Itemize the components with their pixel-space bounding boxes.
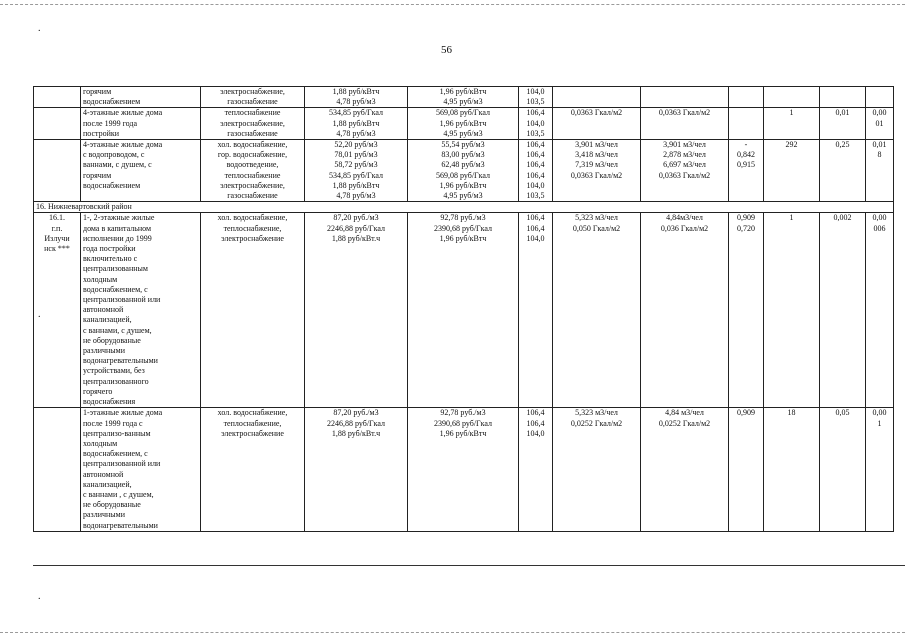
cell-growth-index: 106,4 106,4 106,4 106,4 104,0 103,5 xyxy=(519,140,553,202)
cell-norm-old: 5,323 м3/чел 0,050 Гкал/м2 xyxy=(553,213,641,408)
cell-coefficient: 0,909 0,720 xyxy=(729,213,764,408)
cell-coefficient xyxy=(729,87,764,108)
cell-house-type: горячим водоснабжением xyxy=(81,87,201,108)
cell-growth-index: 106,4 106,4 104,0 xyxy=(519,408,553,531)
cell-tariff-new: 55,54 руб/м3 83,00 руб/м3 62,48 руб/м3 569,08 руб/Гкал 1,96 руб/кВтч 4,95 руб/м3 xyxy=(408,140,519,202)
cell-share xyxy=(820,87,866,108)
cell-tariff-new: 569,08 руб/Гкал 1,96 руб/кВтч 4,95 руб/м3 xyxy=(408,108,519,140)
cell-share: 0,002 xyxy=(820,213,866,408)
cell-settlement xyxy=(34,87,81,108)
cell-services: теплоснабжение электроснабжение, газоснабжение xyxy=(201,108,305,140)
cell-growth-index: 106,4 106,4 104,0 xyxy=(519,213,553,408)
cell-share-total: 0,00 01 xyxy=(866,108,894,140)
cell-norm-old: 5,323 м3/чел 0,0252 Гкал/м2 xyxy=(553,408,641,531)
table-row xyxy=(34,140,894,202)
cell-tariff-old: 52,20 руб/м3 78,01 руб/м3 58,72 руб/м3 534,85 руб/Гкал 1,88 руб/кВтч 4,78 руб/м3 xyxy=(305,140,408,202)
cell-norm-new: 3,901 м3/чел 2,878 м3/чел 6,697 м3/чел 0,0363 Гкал/м2 xyxy=(641,140,729,202)
section-title: 16. Нижневартовский район xyxy=(34,202,894,213)
cell-count: 1 xyxy=(764,213,820,408)
cell-house-type: 1-этажные жилые дома после 1999 года с централизо-ванным холодным водоснабжением, с централизованной или автономной канализацией, с ваннами , с душем, не оборудованые различными водонагревательными xyxy=(81,408,201,531)
cell-share-total xyxy=(866,87,894,108)
table-row xyxy=(34,87,894,108)
cell-tariff-old: 87,20 руб./м3 2246,88 руб/Гкал 1,88 руб/кВт.ч xyxy=(305,213,408,408)
speck-mark: . xyxy=(38,309,41,320)
cell-share: 0,05 xyxy=(820,408,866,531)
page-divider xyxy=(33,565,905,566)
cell-settlement xyxy=(34,140,81,202)
cell-share-total: 0,00 1 xyxy=(866,408,894,531)
cell-tariff-old: 87,20 руб./м3 2246,88 руб/Гкал 1,88 руб/кВт.ч xyxy=(305,408,408,531)
cell-services: хол. водоснабжение, теплоснабжение, электроснабжение xyxy=(201,213,305,408)
cell-share-total: 0,01 8 xyxy=(866,140,894,202)
cell-coefficient: 0,909 xyxy=(729,408,764,531)
cell-norm-old xyxy=(553,87,641,108)
cell-house-type: 4-этажные жилые дома с водопроводом, с ваннами, с душем, с горячим водоснабжением xyxy=(81,140,201,202)
cell-services: хол. водоснабжение, гор. водоснабжение, водоотведение, теплоснабжение электроснабжение, газоснабжение xyxy=(201,140,305,202)
cell-norm-new xyxy=(641,87,729,108)
speck-mark: . xyxy=(38,591,41,602)
cell-house-type: 4-этажные жилые дома после 1999 года постройки xyxy=(81,108,201,140)
cell-coefficient: - 0,842 0,915 xyxy=(729,140,764,202)
cell-growth-index: 106,4 104,0 103,5 xyxy=(519,108,553,140)
cell-share: 0,25 xyxy=(820,140,866,202)
cell-norm-new: 0,0363 Гкал/м2 xyxy=(641,108,729,140)
cell-tariff-new: 92,78 руб./м3 2390,68 руб/Гкал 1,96 руб/кВтч xyxy=(408,213,519,408)
table-row xyxy=(34,408,894,531)
scan-bottom-edge xyxy=(0,632,905,633)
page-number: 56 xyxy=(441,44,452,56)
cell-tariff-old: 1,88 руб/кВтч 4,78 руб/м3 xyxy=(305,87,408,108)
cell-share-total: 0,00 006 xyxy=(866,213,894,408)
cell-settlement xyxy=(34,108,81,140)
cell-norm-new: 4,84 м3/чел 0,0252 Гкал/м2 xyxy=(641,408,729,531)
cell-settlement xyxy=(34,408,81,531)
cell-settlement: 16.1. г.п. Излучи нск *** xyxy=(34,213,81,408)
cell-count: 1 xyxy=(764,108,820,140)
cell-norm-old: 0,0363 Гкал/м2 xyxy=(553,108,641,140)
cell-growth-index: 104,0 103,5 xyxy=(519,87,553,108)
cell-services: электроснабжение, газоснабжение xyxy=(201,87,305,108)
cell-services: хол. водоснабжение, теплоснабжение, электроснабжение xyxy=(201,408,305,531)
cell-norm-new: 4,84м3/чел 0,036 Гкал/м2 xyxy=(641,213,729,408)
table-row xyxy=(34,108,894,140)
cell-house-type: 1-, 2-этажные жилые дома в капитальном исполнении до 1999 года постройки включительно с централизованным холодным водоснабжением, с централизованной или автономной канализацией, с ваннами, с душем, не оборудованые различными водонагревательными устройствами, без централизованного горячего водоснабжения xyxy=(81,213,201,408)
cell-tariff-new: 92,78 руб./м3 2390,68 руб/Гкал 1,96 руб/кВтч xyxy=(408,408,519,531)
cell-count: 18 xyxy=(764,408,820,531)
speck-mark: . xyxy=(38,23,41,34)
cell-count xyxy=(764,87,820,108)
table-row xyxy=(34,213,894,408)
section-row xyxy=(34,202,894,213)
scan-top-edge xyxy=(0,4,905,5)
cell-share: 0,01 xyxy=(820,108,866,140)
cell-norm-old: 3,901 м3/чел 3,418 м3/чел 7,319 м3/чел 0,0363 Гкал/м2 xyxy=(553,140,641,202)
cell-count: 292 xyxy=(764,140,820,202)
cell-tariff-new: 1,96 руб/кВтч 4,95 руб/м3 xyxy=(408,87,519,108)
cell-coefficient xyxy=(729,108,764,140)
tariff-table xyxy=(33,86,894,532)
cell-tariff-old: 534,85 руб/Гкал 1,88 руб/кВтч 4,78 руб/м3 xyxy=(305,108,408,140)
